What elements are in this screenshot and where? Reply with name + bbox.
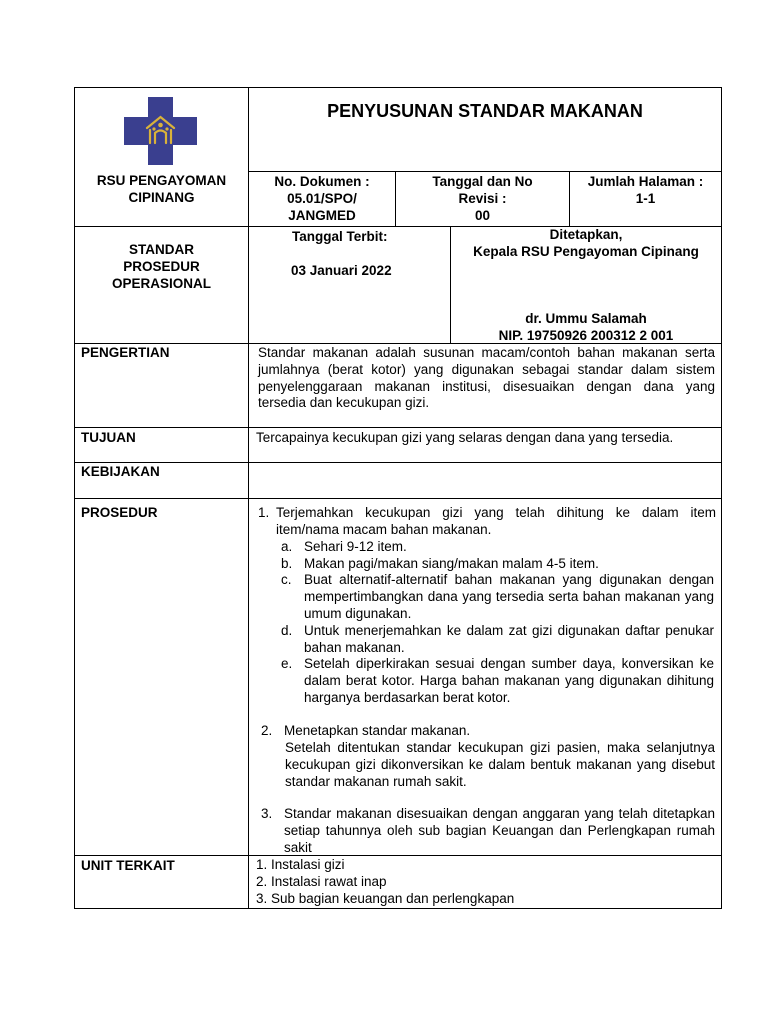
approver-nip: NIP. 19750926 200312 2 001 (498, 327, 674, 343)
section-label-kebijakan: KEBIJAKAN (81, 464, 160, 479)
issue-date: 03 Januari 2022 (291, 263, 392, 278)
page-count: Jumlah Halaman : 1-1 (587, 174, 704, 206)
tujuan-text: Tercapainya kecukupan gizi yang selaras dengan dana yang tersedia. (256, 430, 674, 445)
section-label-tujuan: TUJUAN (81, 430, 136, 445)
list-item: 3. Sub bagian keuangan dan perlengkapan (256, 890, 515, 906)
approver-name: dr. Ummu Salamah (525, 311, 647, 326)
table-border-top (74, 87, 722, 88)
issue-date-label: Tanggal Terbit: (292, 229, 388, 244)
section-label-pengertian: PENGERTIAN (81, 345, 170, 360)
unit-terkait-list (256, 857, 716, 907)
section-divider (74, 498, 722, 499)
section-divider (74, 427, 722, 428)
section-divider (74, 462, 722, 463)
prosedur-step-2-text: Setelah ditentukan standar kecukupan gizi pasien, maka selanjutnya kecukupan gizi dikonversikan ke dalam bentuk makanan yang disebut standar makanan rumah sakit. (285, 740, 715, 789)
prosedur-step-1: 1. Terjemahkan kecukupan gizi yang telah dihitung ke dalam item item/nama macam bahan makanan. (258, 505, 716, 537)
document-number: No. Dokumen : 05.01/SPO/ JANGMED (274, 174, 370, 223)
approval-block: Ditetapkan, Kepala RSU Pengayoman Cipinang (473, 227, 699, 259)
hospital-name: RSU PENGAYOMAN CIPINANG (96, 173, 227, 205)
section-label-prosedur: PROSEDUR (81, 505, 158, 520)
revision-info: Tanggal dan No Revisi : 00 (432, 174, 533, 223)
pengertian-text: Standar makanan adalah susunan macam/contoh bahan makanan serta jumlahnya (berat kotor) yang digunakan sebagai standar dalam sistem penyelenggaraan makanan institusi, disesuaikan dengan dana yang tersedia dan kecukupan gizi. (258, 345, 715, 411)
list-item: 1. Instalasi gizi (256, 857, 345, 872)
hospital-cross-logo-icon (124, 97, 197, 165)
sop-label: STANDAR PROSEDUR OPERASIONAL (111, 242, 211, 291)
section-label-unit-terkait: UNIT TERKAIT (81, 858, 175, 873)
approver-signature (451, 311, 721, 345)
list-item: 2. Instalasi rawat inap (256, 873, 387, 889)
title-row-divider (248, 171, 722, 172)
table-border-bottom (74, 908, 722, 909)
page-title: PENYUSUNAN STANDAR MAKANAN (327, 101, 643, 121)
